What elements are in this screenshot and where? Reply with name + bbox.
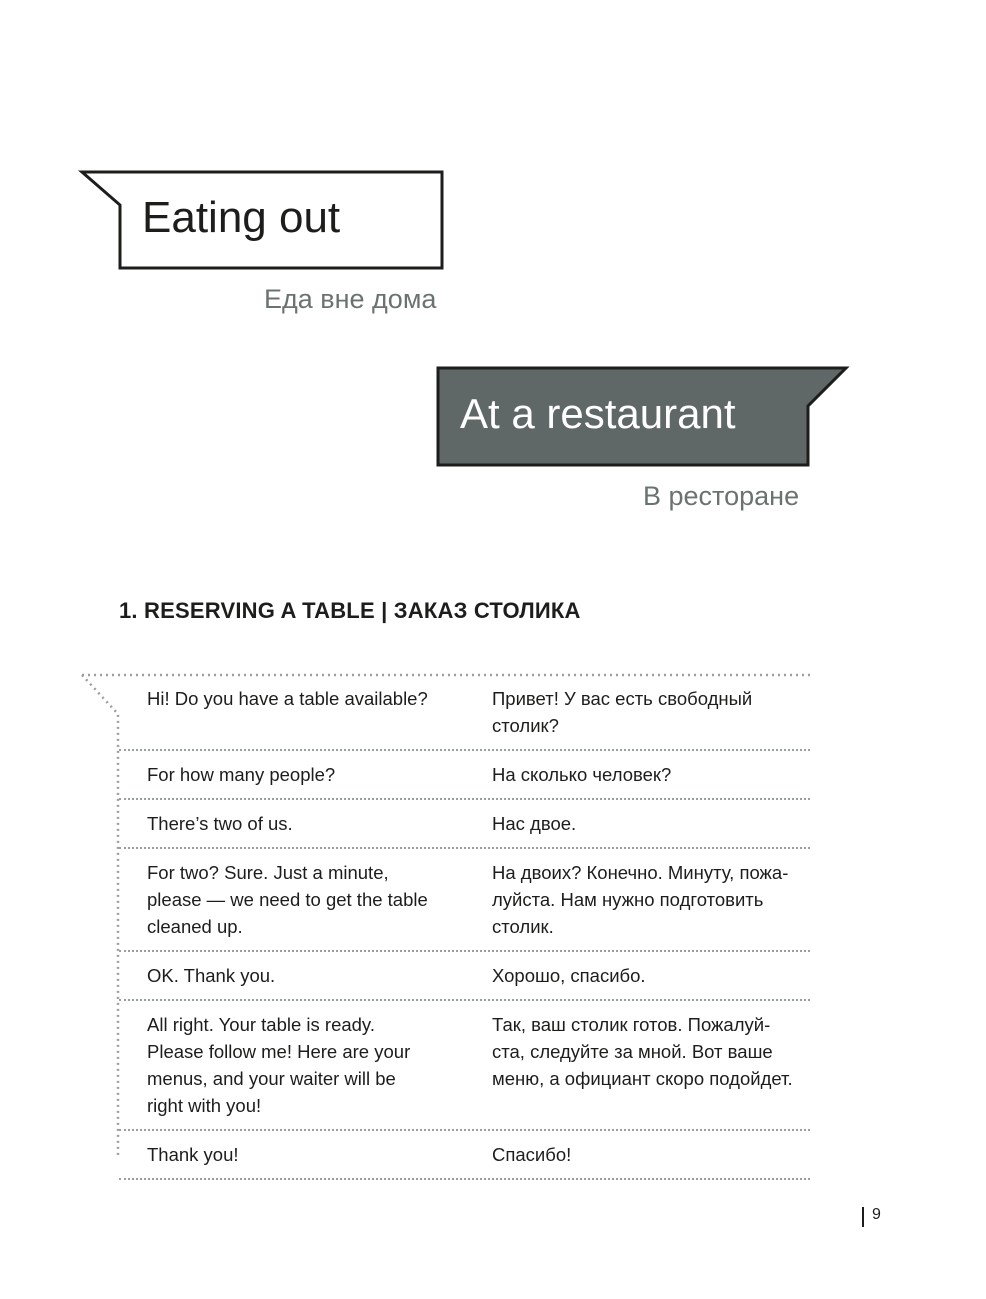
dialog-row	[119, 952, 810, 1001]
dialog-english: Hi! Do you have a table available?	[147, 688, 428, 709]
dialog-russian: Хорошо, спасибо.	[492, 965, 646, 986]
dialog-row	[119, 751, 810, 800]
dialog-russian: Привет! У вас есть свободный столик?	[492, 688, 753, 736]
section-title: At a restaurant	[460, 390, 736, 437]
dialog-row	[119, 849, 810, 952]
dialog-english: For how many people?	[147, 764, 336, 785]
section-subtitle: В ресторане	[643, 481, 800, 511]
dialog-english: All right. Your table is ready. Please follow me! Here are your menus, and your waiter will be right with you!	[147, 1014, 411, 1116]
subsection-heading: 1. RESERVING A TABLE | ЗАКАЗ СТОЛИКА	[119, 598, 581, 623]
dialog-russian: Спасибо!	[492, 1144, 572, 1165]
dialog-russian: Нас двое.	[492, 813, 577, 834]
dialog-row	[119, 1131, 810, 1180]
dialog-row	[119, 1001, 810, 1131]
dialog-russian: На двоих? Конечно. Минуту, пожа- луйста. Нам нужно подготовить столик.	[492, 862, 789, 937]
dialog-english: OK. Thank you.	[147, 965, 276, 986]
dialog-english: For two? Sure. Just a minute, please — we need to get the table cleaned up.	[147, 862, 428, 937]
page-number: 9	[872, 1206, 881, 1223]
dialog-russian: Так, ваш столик готов. Пожалуй- ста, следуйте за мной. Вот ваше меню, а официант скоро подойдет.	[492, 1014, 793, 1089]
page-number-bar	[862, 1207, 864, 1227]
dialog-row	[119, 675, 810, 751]
dialog-row	[119, 800, 810, 849]
chapter-subtitle: Еда вне дома	[264, 284, 437, 314]
dialog-frame-tail	[82, 675, 118, 1155]
dialog-english: Thank you!	[147, 1144, 239, 1165]
chapter-title: Eating out	[142, 193, 341, 242]
dialog-table	[119, 675, 810, 1180]
dialog-russian: На сколько человек?	[492, 764, 672, 785]
dialog-english: There’s two of us.	[147, 813, 293, 834]
